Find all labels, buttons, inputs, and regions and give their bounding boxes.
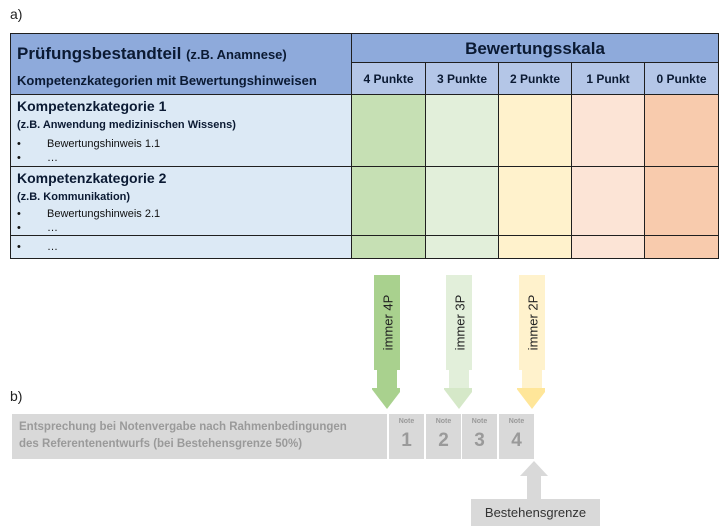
table-row-3 — [10, 236, 352, 259]
threshold-arrow-up-icon — [520, 461, 548, 499]
table-title — [17, 44, 287, 64]
score-header-2: 2 Punkte — [499, 63, 572, 95]
bullet-item: • … — [17, 152, 58, 164]
score-header-1: 1 Punkt — [572, 63, 645, 95]
score-cell-row2-col2 — [426, 167, 499, 236]
note-label: Note — [435, 418, 452, 425]
bullet-text: Bewertungshinweis 1.1 — [47, 138, 161, 150]
bullet-item: • … — [17, 222, 58, 234]
arrow-label: immer 4P — [380, 294, 396, 351]
score-cell-row1-col2 — [426, 95, 499, 167]
score-cell-row1-col4 — [572, 95, 645, 167]
bullet-text: … — [47, 152, 58, 164]
score-header-0: 0 Punkte — [645, 63, 719, 95]
score-cell-row1-col1 — [352, 95, 426, 167]
score-cell-row3-col2 — [426, 236, 499, 259]
score-cell-row1-col5 — [645, 95, 719, 167]
score-cell-row3-col3 — [499, 236, 572, 259]
threshold-label: Bestehensgrenze — [471, 499, 600, 526]
bullet-item: • Bewertungshinweis 2.1 — [17, 208, 161, 220]
bullet-text: … — [47, 222, 58, 234]
arrow-label: immer 2P — [525, 294, 541, 351]
note-box-2 — [426, 414, 461, 459]
grading-description-line1: Entsprechung bei Notenvergabe nach Rahmenbedingungen — [19, 421, 347, 433]
score-cell-row2-col5 — [645, 167, 719, 236]
table-title-example: (z.B. Anamnese) — [186, 47, 287, 62]
score-header-4: 4 Punkte — [352, 63, 426, 95]
note-label: Note — [508, 418, 525, 425]
score-cell-row1-col3 — [499, 95, 572, 167]
note-label: Note — [398, 418, 415, 425]
bullet-text: … — [47, 241, 58, 253]
scale-title: Bewertungsskala — [352, 33, 719, 63]
note-box-1 — [389, 414, 424, 459]
table-row-1 — [10, 95, 352, 167]
grading-description-line2: des Referentenentwurfs (bei Bestehensgrenze 50%) — [19, 438, 303, 450]
score-header-3: 3 Punkte — [426, 63, 499, 95]
bullet-item: • … — [17, 241, 58, 253]
table-title-main: Prüfungsbestandteil — [17, 44, 182, 63]
score-cell-row3-col5 — [645, 236, 719, 259]
category-example: (z.B. Anwendung medizinischen Wissens) — [17, 119, 236, 131]
table-header-left — [10, 33, 352, 95]
note-value: 3 — [474, 430, 485, 451]
table-subtitle: Kompetenzkategorien mit Bewertungshinweisen — [17, 73, 317, 88]
category-title: Kompetenzkategorie 1 — [17, 98, 167, 114]
arrow-label: immer 3P — [452, 294, 468, 351]
score-cell-row2-col1 — [352, 167, 426, 236]
score-cell-row3-col4 — [572, 236, 645, 259]
score-cell-row2-col3 — [499, 167, 572, 236]
grading-description — [12, 414, 387, 459]
panel-label-b: b) — [10, 388, 23, 404]
panel-label-a: a) — [10, 6, 23, 22]
table-row-2 — [10, 167, 352, 236]
score-cell-row2-col4 — [572, 167, 645, 236]
category-example: (z.B. Kommunikation) — [17, 191, 131, 203]
note-value: 2 — [438, 430, 449, 451]
note-value: 4 — [511, 430, 522, 451]
category-title: Kompetenzkategorie 2 — [17, 170, 167, 186]
score-cell-row3-col1 — [352, 236, 426, 259]
note-value: 1 — [401, 430, 412, 451]
bullet-item: • Bewertungshinweis 1.1 — [17, 138, 161, 150]
bullet-text: Bewertungshinweis 2.1 — [47, 208, 161, 220]
note-box-3 — [462, 414, 497, 459]
note-label: Note — [471, 418, 488, 425]
note-box-4 — [499, 414, 534, 459]
